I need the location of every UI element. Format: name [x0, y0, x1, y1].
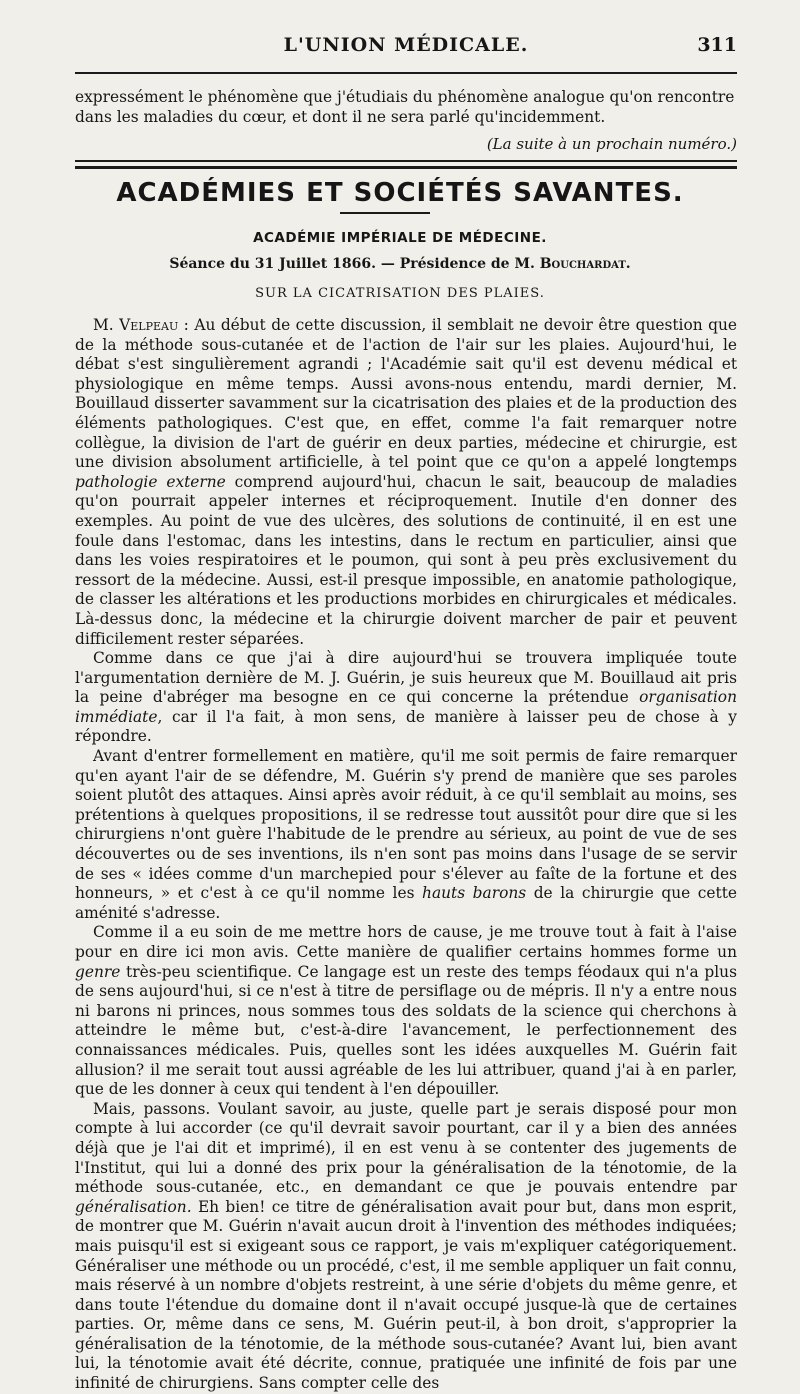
section-title: ACADÉMIES ET SOCIÉTÉS SAVANTES. — [116, 178, 684, 208]
header-rule — [75, 72, 737, 74]
continued-note: (La suite à un prochain numéro.) — [486, 135, 737, 153]
paragraph-3 — [75, 747, 737, 923]
academy-heading: ACADÉMIE IMPÉRIALE DE MÉDECINE. — [253, 230, 547, 246]
p2-text-b: , car il l'a fait, à mon sens, de manière à laisser peu de chose à y répondre. — [75, 707, 737, 746]
p4-text-b: très-peu scientifique. Ce langage est un reste des temps féodaux qui n'a plus de sens aujourd'hui, si ce n'est à titre de persiflage ou de mépris. Il n'y a entre nous ni barons ni princes, nous sommes tous des soldats de la science qui cherchons à atteindre le même but, c'est-à-dire l'avancement, le perfectionnement des connaissances médicales. Puis, quelles sont les idées auxquelles M. Guérin fait allusion? il me serait tout aussi agréable de les lui attribuer, quand j'ai à en parler, que de les donner à ceux qui tendent à l'en dépouiller. — [75, 962, 737, 1099]
speaker-name: M. Velpeau — [93, 316, 179, 334]
intro-line-2: dans les maladies du cœur, et dont il ne sera parlé qu'incidemment. — [75, 107, 606, 126]
title-underline — [340, 212, 430, 214]
p3-text-b: de la chirurgie que cette aménité s'adresse. — [75, 884, 738, 922]
p1-text-b: comprend aujourd'hui, chacun le sait, beaucoup de maladies qu'on pourrait appeler internes et réciproquement. Inutile d'en donner des exemples. Au point de vue des ulcères, des solutions de continuité, il en est une foule dans l'estomac, dans les intestins, dans le rectum en particulier, ainsi que dans les voies respiratoires et le poumon, qui sont à peu près exclusivement du ressort de la médecine. Aussi, est-il presque impossible, en anatomie pathologique, de classer les altérations et les productions morbides en chirurgicales et médicales. Là-dessus donc, la médecine et la chirurgie doivent marcher de pair et peuvent difficilement rester séparées. — [75, 472, 737, 648]
p1-text-a: : Au début de cette discussion, il semblait ne devoir être question que de la méthode sous-cutanée et de l'action de l'air sur les plaies. Aujourd'hui, le débat s'est singulièrement agrandi ; l'Académie sait qu'il est devenu médical et physiologique en même temps. Aussi avons-nous entendu, mardi dernier, M. Bouillaud disserter savamment sur la cicatrisation des plaies et de la production des éléments pathologiques. C'est que, en effet, comme l'a fait remarquer notre collègue, la division de l'art de guérir en deux parties, médecine et chirurgie, est une division absolument artificielle, à tel point que ce qu'on a appelé longtemps — [75, 316, 737, 472]
paragraph-5 — [75, 1100, 737, 1394]
p1-italic: pathologie externe — [75, 472, 226, 491]
intro-line-1: expressément le phénomène que j'étudiais du phénomène analogue qu'on rencontre — [75, 88, 735, 106]
p4-text-a: Comme il a eu soin de me mettre hors de cause, je me trouve tout à fait à l'aise pour en dire ici mon avis. Cette manière de qualifier certains hommes forme un — [75, 923, 737, 961]
p5-text-a: Mais, passons. Voulant savoir, au juste, quelle part je serais disposé pour mon compte à lui accorder (ce qu'il devrait savoir pourtant, car il y a bien des années déjà que je l'ai dit et imprimé), il en est venu à se contenter des jugements de l'Institut, qui lui a donné des prix pour la généralisation de la ténotomie, de la méthode sous-cutanée, etc., en demandant ce que je pouvais entendre par — [75, 1099, 737, 1197]
session-line — [0, 256, 800, 272]
running-header — [75, 34, 737, 60]
subject-heading: SUR LA CICATRISATION DES PLAIES. — [255, 286, 545, 301]
p2-italic: organisation immédiate — [75, 688, 737, 726]
president-name: Bouchardat. — [539, 256, 631, 272]
section-rule-thick — [75, 166, 737, 169]
journal-title: L'UNION MÉDICALE. — [283, 34, 529, 56]
paragraph-2 — [75, 649, 737, 747]
article-body — [75, 316, 737, 1394]
p5-text-b: Eh bien! ce titre de généralisation avait pour but, dans mon esprit, de montrer que M. Guérin n'avait aucun droit à l'invention des méthodes indiquées; mais puisqu'il est si exigeant sous ce rapport, je vais m'expliquer catégoriquement. Généraliser une méthode ou un procédé, c'est, il me semble appliquer un fait connu, mais réservé à un nombre d'objets restreint, à une série d'objets du même genre, et dans toute l'étendue du domaine dont il n'avait occupé jusque-là que de certaines parties. Or, même dans ce sens, M. Guérin peut-il, à bon droit, s'approprier la généralisation de la ténotomie, de la méthode sous-cutanée? Avant lui, bien avant lui, la ténotomie avait été décrite, connue, pratiquée une infinité de fois par une infinité de chirurgiens. Sans compter celle des — [75, 1197, 738, 1393]
p3-italic: hauts barons — [422, 884, 527, 903]
p4-italic: genre — [75, 962, 121, 981]
session-prefix: Séance du 31 Juillet 1866. — Présidence de M. — [169, 256, 540, 272]
page-number: 311 — [697, 34, 737, 56]
section-rule-thin — [75, 160, 737, 162]
intro-paragraph — [75, 88, 737, 127]
p2-text-a: Comme dans ce que j'ai à dire aujourd'hui se trouvera impliquée toute l'argumentation dernière de M. J. Guérin, je suis heureux que M. Bouillaud ait pris la peine d'abréger ma besogne en ce qui concerne la prétendue — [75, 649, 737, 707]
paragraph-1 — [75, 316, 737, 649]
p3-text-a: Avant d'entrer formellement en matière, qu'il me soit permis de faire remarquer qu'en ayant l'air de se défendre, M. Guérin s'y prend de manière que ses paroles soient plutôt des attaques. Ainsi après avoir réduit, à ce qu'il semblait au moins, ses prétentions à quelques propositions, il se redresse tout aussitôt pour dire que si les chirurgiens n'ont guère l'habitude de le prendre au sérieux, au point de vue de ses découvertes ou de ses inventions, ils n'en sont pas moins dans l'usage de se servir de ses « idées comme d'un marchepied pour s'élever au faîte de la fortune et des honneurs, » et c'est à ce qu'il nomme les — [75, 747, 737, 903]
paragraph-4 — [75, 923, 737, 1099]
p5-italic: généralisation. — [75, 1197, 192, 1216]
